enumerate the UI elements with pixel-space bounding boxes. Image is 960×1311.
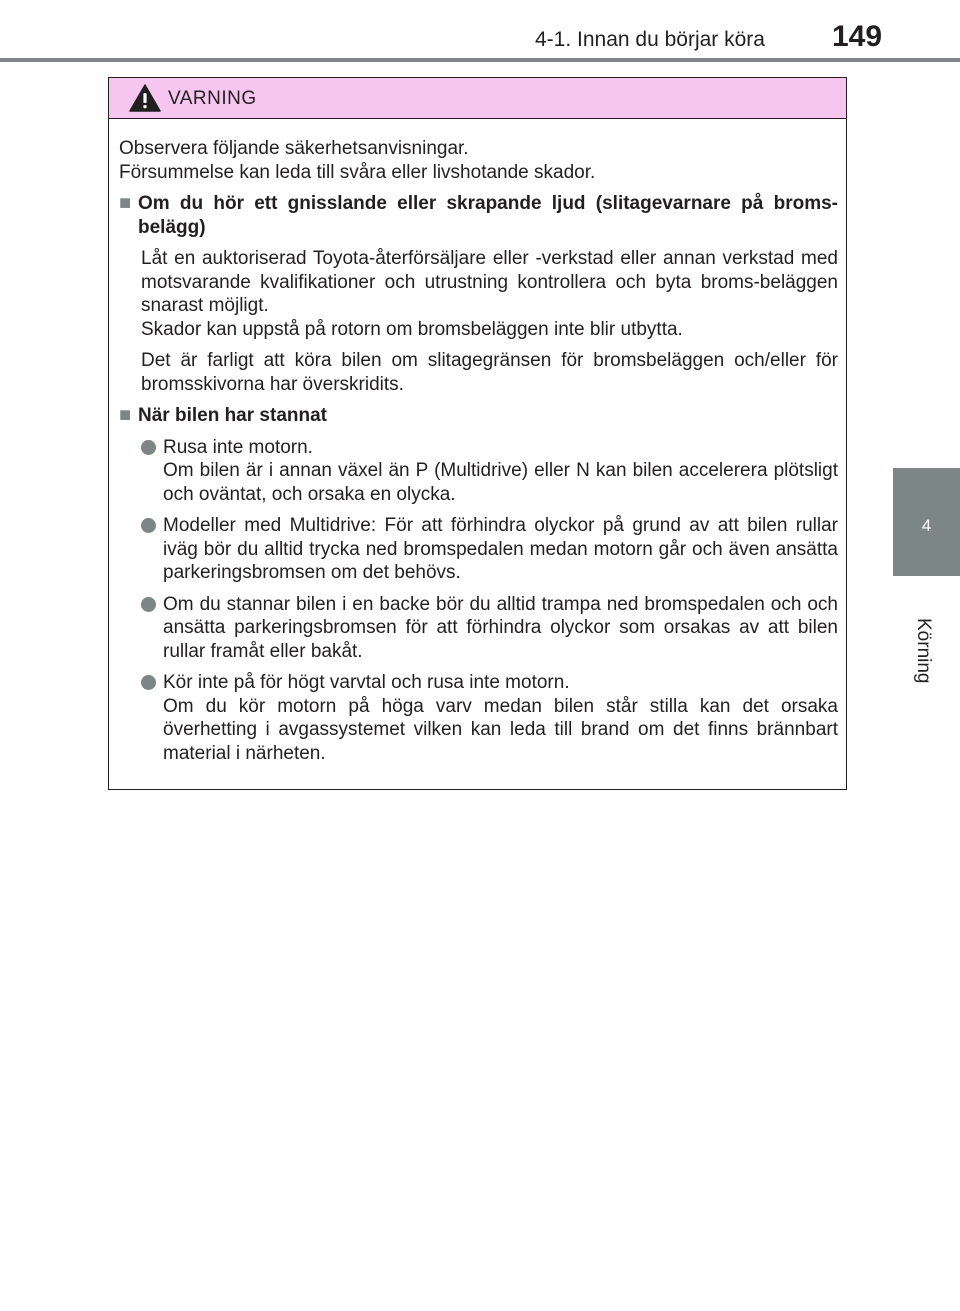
list-item [141,593,838,664]
list-item-text: Om du stannar bilen i en backe bör du alltid trampa ned bromspedalen och och ansätta parkeringsbromsen för att förhindra olyckor som orsakas av att bilen rullar framåt eller bakåt. [163,593,838,662]
list-item [141,436,838,507]
warning-box [108,77,847,790]
list-item [141,514,838,585]
paragraph: Det är farligt att köra bilen om slitagegränsen för bromsbeläggen och/eller för bromsskivorna har överskridits. [141,350,838,395]
list-item-text: Om du kör motorn på höga varv medan bilen står stilla kan det orsaka överhetting i avgassystemet vilken kan leda till brand om det finns brännbart material i närheten. [163,695,838,764]
square-bullet-icon: ■ [119,404,132,426]
warning-label: VARNING [168,88,257,109]
list-item-text: Om bilen är i annan växel än P (Multidrive) eller N kan bilen accelerera plötsligt och oväntat, och orsaka en olycka. [163,460,838,505]
list-item-text: Modeller med Multidrive: För att förhindra olyckor på grund av att bilen rullar iväg bör du alltid trycka ned bromspedalen medan motorn går och även ansätta parkeringsbromsen om det behövs. [163,515,838,583]
header-rule [0,58,960,62]
paragraph: Skador kan uppstå på rotorn om bromsbeläggen inte blir utbytta. [141,318,683,340]
warning-body [109,119,846,765]
section-heading-text: Om du hör ett gnisslande eller skrapande ljud (slitagevarnare på broms-belägg) [138,193,838,238]
paragraph: Låt en auktoriserad Toyota-återförsäljare eller -verkstad eller annan verkstad med motsvarande kvalifikationer och utrustning kontrollera och byta broms-beläggen snarast möjligt. [141,248,838,316]
intro-line: Försummelse kan leda till svåra eller livshotande skador. [119,161,596,183]
chapter-name-text: Körning [913,618,934,684]
bullet-dot-icon [141,436,163,507]
section-heading [119,404,838,428]
list-item [141,671,838,765]
bullet-dot-icon [141,593,163,664]
warning-triangle-icon [129,84,161,112]
bullet-dot-icon [141,671,163,765]
page-number: 149 [832,20,883,53]
section-heading [119,192,838,239]
square-bullet-icon: ■ [119,192,132,214]
chapter-number: 4 [921,516,932,535]
warning-header [109,78,846,119]
section-heading-text: När bilen har stannat [138,405,327,426]
list-item-text: Kör inte på för högt varvtal och rusa inte motorn. [163,672,570,693]
chapter-name [893,618,960,684]
bullet-dot-icon [141,514,163,585]
list-item-text: Rusa inte motorn. [163,436,313,458]
intro-line: Observera följande säkerhetsanvisningar. [119,138,469,159]
section-header: 4-1. Innan du börjar köra [535,28,765,51]
